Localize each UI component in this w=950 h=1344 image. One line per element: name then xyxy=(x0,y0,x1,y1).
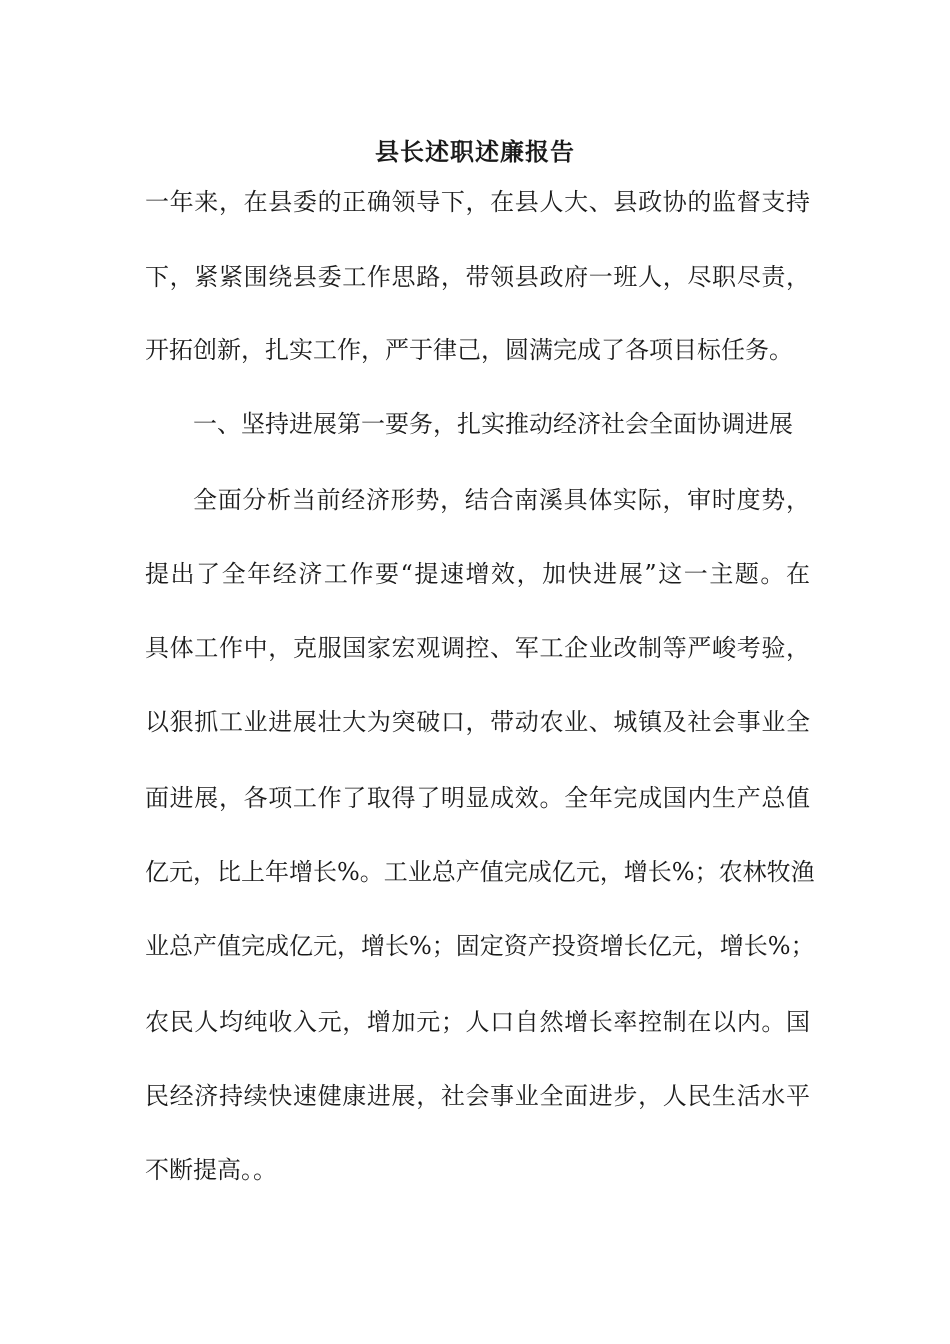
document-title: 县长述职述廉报告 xyxy=(375,137,575,166)
paragraph-line-8: 以狠抓工业进展壮大为突破口，带动农业、城镇及社会事业全 xyxy=(145,708,810,736)
paragraph-line-7: 具体工作中，克服国家宏观调控、军工企业改制等严峻考验， xyxy=(145,634,810,662)
paragraph-line-10: 亿元，比上年增长%。工业总产值完成亿元，增长%；农林牧渔 xyxy=(145,858,815,886)
paragraph-line-9: 面进展，各项工作了取得了明显成效。全年完成国内生产总值 xyxy=(145,784,810,812)
paragraph-line-6: 提出了全年经济工作要“提速增效，加快进展”这一主题。在 xyxy=(145,560,810,588)
paragraph-line-1: 一年来，在县委的正确领导下，在县人大、县政协的监督支持 xyxy=(145,188,810,216)
paragraph-line-13: 民经济持续快速健康进展，社会事业全面进步，人民生活水平 xyxy=(145,1082,810,1110)
paragraph-line-14: 不断提高。。 xyxy=(145,1156,277,1184)
section-heading-1: 一、坚持进展第一要务，扎实推动经济社会全面协调进展 xyxy=(193,410,793,438)
paragraph-line-11: 业总产值完成亿元，增长%；固定资产投资增长亿元，增长%； xyxy=(145,932,815,960)
paragraph-line-12: 农民人均纯收入元，增加元；人口自然增长率控制在以内。国 xyxy=(145,1008,810,1036)
paragraph-line-3: 开拓创新，扎实工作，严于律己，圆满完成了各项目标任务。 xyxy=(145,336,793,364)
paragraph-line-2: 下，紧紧围绕县委工作思路，带领县政府一班人，尽职尽责， xyxy=(145,263,810,291)
paragraph-line-5: 全面分析当前经济形势，结合南溪具体实际，审时度势， xyxy=(193,486,810,514)
